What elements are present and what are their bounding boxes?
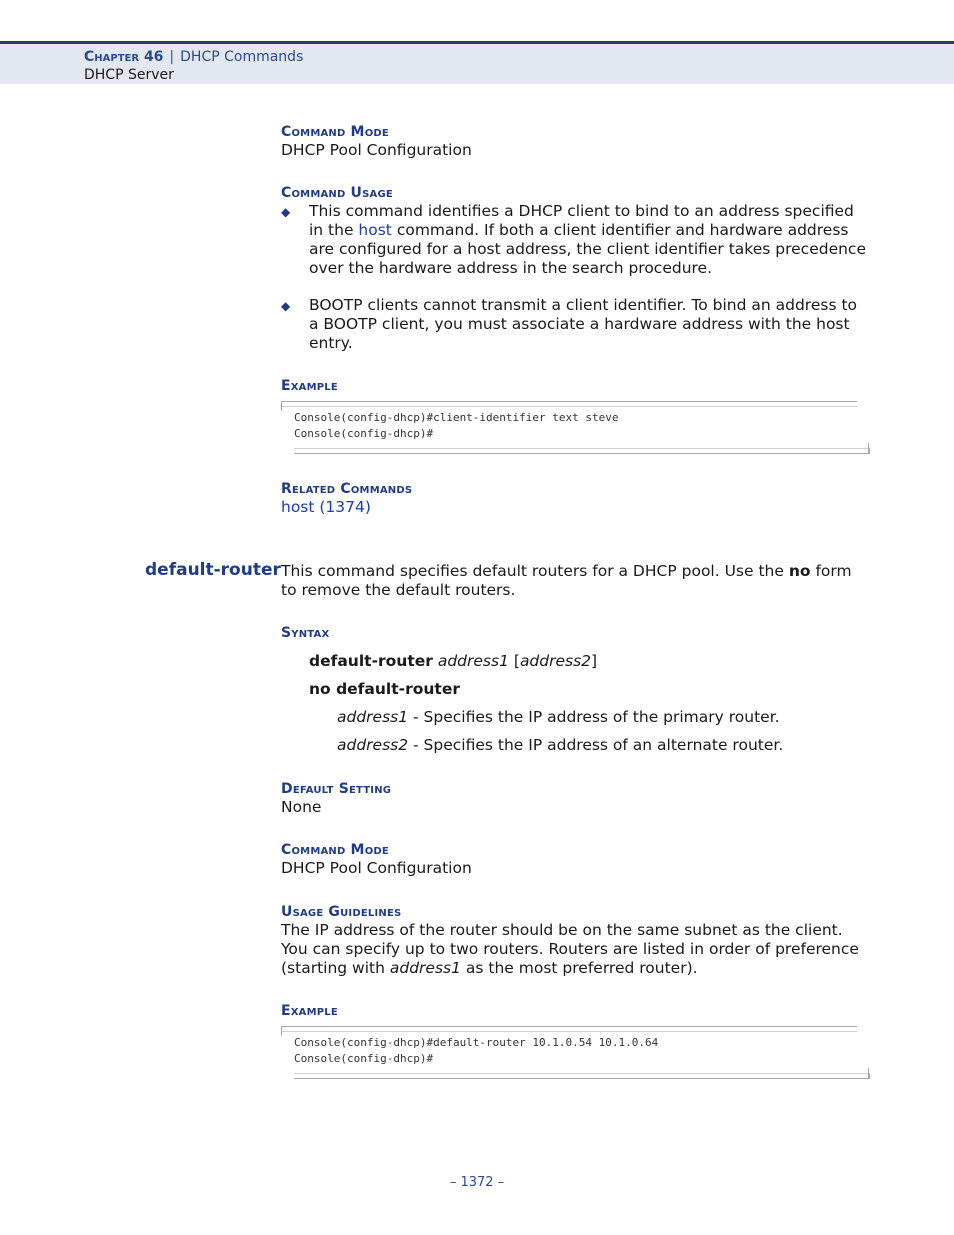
usage-bullet-2: BOOTP clients cannot transmit a client identifier. To bind an address to a BOOTP client, you must associate a hardware address with the host entry. [309,296,858,352]
code-box-top-border [281,1026,857,1032]
code-box-bottom-border [294,1073,870,1079]
chapter-heading [84,48,303,67]
default-setting-heading: Default Setting [281,781,392,797]
code-box-right-tick [868,1068,869,1078]
guidelines-em: address1 [389,959,461,977]
syntax-line-2: no default-router [309,680,460,698]
diamond-bullet-icon: ◆ [281,299,291,313]
command-usage-heading: Command Usage [281,185,393,201]
default-setting-value: None [281,798,322,816]
bullet1-text: This command identifies a DHCP client to bind to an address specified in the [309,202,854,239]
section-title: DHCP Server [84,67,174,83]
example-heading: Example [281,378,338,394]
param-address2 [337,736,783,755]
header-separator: | [169,49,175,65]
code-box-right-tick [868,443,869,453]
command-term: default-router [145,560,281,580]
desc-text: This command specifies default routers for a DHCP pool. Use the [281,562,789,580]
guidelines-text: The IP address of the router should be on the same subnet as the client. You can specify up to two routers. Routers are listed in order of preference (starting with [281,921,859,977]
syntax-line-1: default-router address1 [address2] [309,652,598,670]
chapter-title: DHCP Commands [180,49,304,65]
code-example-box [281,401,869,454]
related-commands-heading: Related Commands [281,481,413,497]
code-line: Console(config-dhcp)#client-identifier text steve [294,411,619,424]
code-box-top-border [281,401,857,407]
usage-guidelines-text [281,921,871,978]
syntax-heading: Syntax [281,625,330,641]
param1-desc: - Specifies the IP address of the primary router. [408,708,780,726]
code-line: Console(config-dhcp)# [294,1052,434,1065]
code-example-box-2 [281,1026,869,1079]
command-mode-value-2: DHCP Pool Configuration [281,859,472,877]
usage-bullet-1 [309,202,871,278]
page-number: – 1372 – [449,1175,505,1190]
code-line: Console(config-dhcp)#default-router 10.1.0.54 10.1.0.64 [294,1036,659,1049]
related-host-link[interactable]: host (1374) [281,498,371,516]
diamond-bullet-icon: ◆ [281,205,291,219]
param2-desc: - Specifies the IP address of an alternate router. [408,736,784,754]
code-line: Console(config-dhcp)# [294,427,434,440]
code-box-left-tick [281,1026,282,1036]
code-box-bottom-border [294,448,870,454]
page-header [0,41,954,84]
param2-name: address2 [337,736,409,754]
command-description [281,562,871,600]
chapter-label: Chapter 46 [84,49,164,65]
syntax-arg1: address1 [437,652,509,670]
guidelines-text-cont: as the most preferred router). [460,959,698,977]
example-heading-2: Example [281,1003,338,1019]
usage-guidelines-heading: Usage Guidelines [281,904,402,920]
param-address1 [337,708,780,727]
desc-bold: no [788,562,811,580]
command-mode-heading: Command Mode [281,124,389,140]
bullet1-text-cont: command. If both a client identifier and hardware address are configured for a host address, the client identifier takes precedence over the hardware address in the search procedure. [309,221,866,277]
param1-name: address1 [337,708,409,726]
desc-text-cont: form to remove the default routers. [281,562,852,599]
syntax-command: default-router [309,652,433,670]
command-mode-heading-2: Command Mode [281,842,389,858]
code-box-left-tick [281,401,282,411]
host-link[interactable]: host [358,221,392,239]
syntax-arg2: address2 [519,652,592,670]
command-mode-value: DHCP Pool Configuration [281,141,472,159]
